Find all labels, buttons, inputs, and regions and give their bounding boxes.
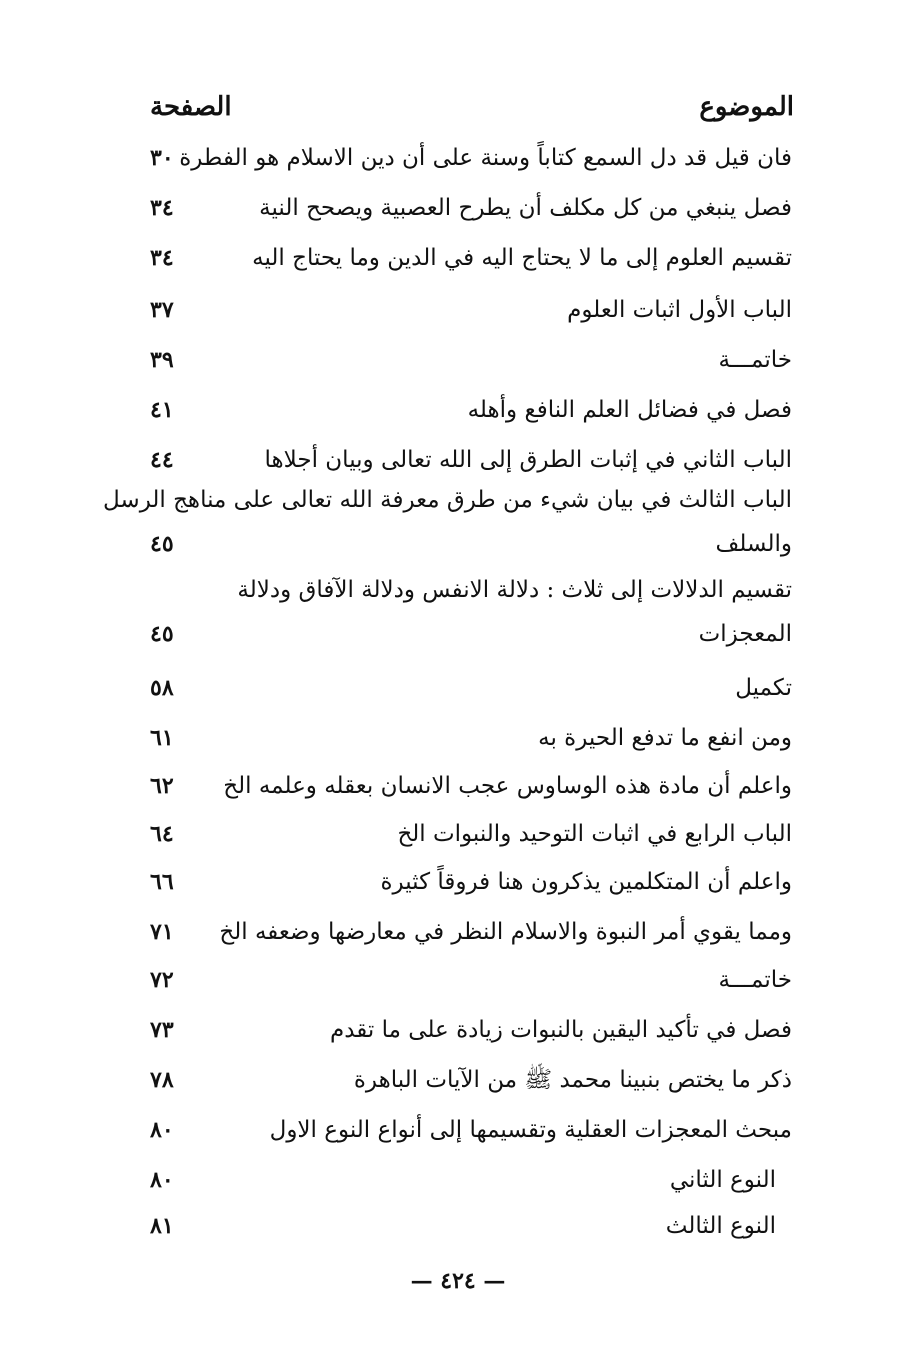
toc-entry-page: ٥٨ xyxy=(150,675,174,701)
toc-entry-title: ومما يقوي أمر النبوة والاسلام النظر في معارضها وضعفه الخ xyxy=(219,919,792,945)
toc-entry xyxy=(0,390,916,430)
page-column-header: الصفحة xyxy=(150,92,232,122)
toc-entry-title: واعلم أن المتكلمين يذكرون هنا فروقاً كثيرة xyxy=(380,869,792,895)
toc-entry-title: النوع الثاني xyxy=(669,1167,776,1193)
toc-entry-page: ٦١ xyxy=(150,725,174,751)
topic-column-header: الموضوع xyxy=(699,92,794,122)
toc-entry-title: الباب الأول اثبات العلوم xyxy=(567,297,792,323)
toc-entry xyxy=(0,766,916,806)
toc-entry xyxy=(0,1206,916,1246)
toc-entry-title: واعلم أن مادة هذه الوساوس عجب الانسان بعقله وعلمه الخ xyxy=(223,773,792,799)
toc-entry xyxy=(0,1010,916,1050)
toc-entry-title: تقسيم الدلالات إلى ثلاث : دلالة الانفس ودلالة الآفاق ودلالة xyxy=(237,577,792,603)
toc-entry xyxy=(0,480,916,564)
toc-entry-page: ٧٢ xyxy=(150,967,174,993)
toc-entry-page: ٣٠ xyxy=(150,145,174,171)
toc-entry-page: ٣٤ xyxy=(150,195,174,221)
toc-entry-page: ٦٦ xyxy=(150,869,174,895)
toc-entry xyxy=(0,138,916,178)
toc-entry-title: الباب الثالث في بيان شيء من طرق معرفة الله تعالى على مناهج الرسل xyxy=(103,487,792,513)
footer-page-number: — ٤٢٤ — xyxy=(410,1268,506,1294)
toc-entry-page: ٨٠ xyxy=(150,1167,174,1193)
toc-entry-page: ٤١ xyxy=(150,397,174,423)
toc-entry-page: ٤٥ xyxy=(150,621,174,647)
toc-entry xyxy=(0,340,916,380)
toc-entry-title: فصل في فضائل العلم النافع وأهله xyxy=(467,397,792,423)
toc-entry xyxy=(0,668,916,708)
toc-entry xyxy=(0,912,916,952)
toc-entry-title: فان قيل قد دل السمع كتاباً وسنة على أن دين الاسلام هو الفطرة xyxy=(179,145,792,171)
toc-entry-title: الباب الثاني في إثبات الطرق إلى الله تعالى وبيان أجلاها xyxy=(264,447,792,473)
toc-entry xyxy=(0,290,916,330)
toc-entry-title: فصل ينبغي من كل مكلف أن يطرح العصبية ويصحح النية xyxy=(259,195,792,221)
toc-entry-page: ٣٩ xyxy=(150,347,174,373)
toc-entry-page: ٨٠ xyxy=(150,1117,174,1143)
toc-entry xyxy=(0,570,916,654)
toc-entry xyxy=(0,188,916,228)
toc-entry-title: ومن انفع ما تدفع الحيرة به xyxy=(538,725,792,751)
toc-entry-page: ٤٥ xyxy=(150,531,174,557)
toc-entry xyxy=(0,1110,916,1150)
toc-entry-title: تكميل xyxy=(735,675,792,701)
toc-entry-page: ٨١ xyxy=(150,1213,174,1239)
toc-entry-title: ذكر ما يختص بنبينا محمد ﷺ من الآيات الباهرة xyxy=(353,1067,792,1093)
toc-entry xyxy=(0,1060,916,1100)
toc-entry xyxy=(0,814,916,854)
toc-entry-title-continued: المعجزات xyxy=(698,621,792,647)
toc-entry-title: النوع الثالث xyxy=(665,1213,776,1239)
toc-entry xyxy=(0,960,916,1000)
toc-entry-title-continued: والسلف xyxy=(715,531,792,557)
toc-entry-title: خاتمـــة xyxy=(718,967,792,993)
toc-entry-title: فصل في تأكيد اليقين بالنبوات زيادة على ما تقدم xyxy=(329,1017,792,1043)
toc-entry xyxy=(0,440,916,480)
toc-entry-page: ٧٨ xyxy=(150,1067,174,1093)
toc-entry-page: ٦٤ xyxy=(150,821,174,847)
toc-entry-title: مبحث المعجزات العقلية وتقسيمها إلى أنواع النوع الاول xyxy=(269,1117,792,1143)
toc-entry xyxy=(0,862,916,902)
toc-entry-page: ٧٣ xyxy=(150,1017,174,1043)
toc-entry-page: ٣٤ xyxy=(150,245,174,271)
toc-entry-page: ٤٤ xyxy=(150,447,174,473)
toc-entry xyxy=(0,238,916,278)
toc-entry xyxy=(0,1160,916,1200)
toc-entry-title: خاتمـــة xyxy=(718,347,792,373)
toc-entry-page: ٦٢ xyxy=(150,773,174,799)
toc-entry-page: ٧١ xyxy=(150,919,174,945)
toc-entry-page: ٣٧ xyxy=(150,297,174,323)
toc-entry-title: الباب الرابع في اثبات التوحيد والنبوات الخ xyxy=(397,821,792,847)
toc-entry-title: تقسيم العلوم إلى ما لا يحتاج اليه في الدين وما يحتاج اليه xyxy=(252,245,792,271)
toc-entry xyxy=(0,718,916,758)
